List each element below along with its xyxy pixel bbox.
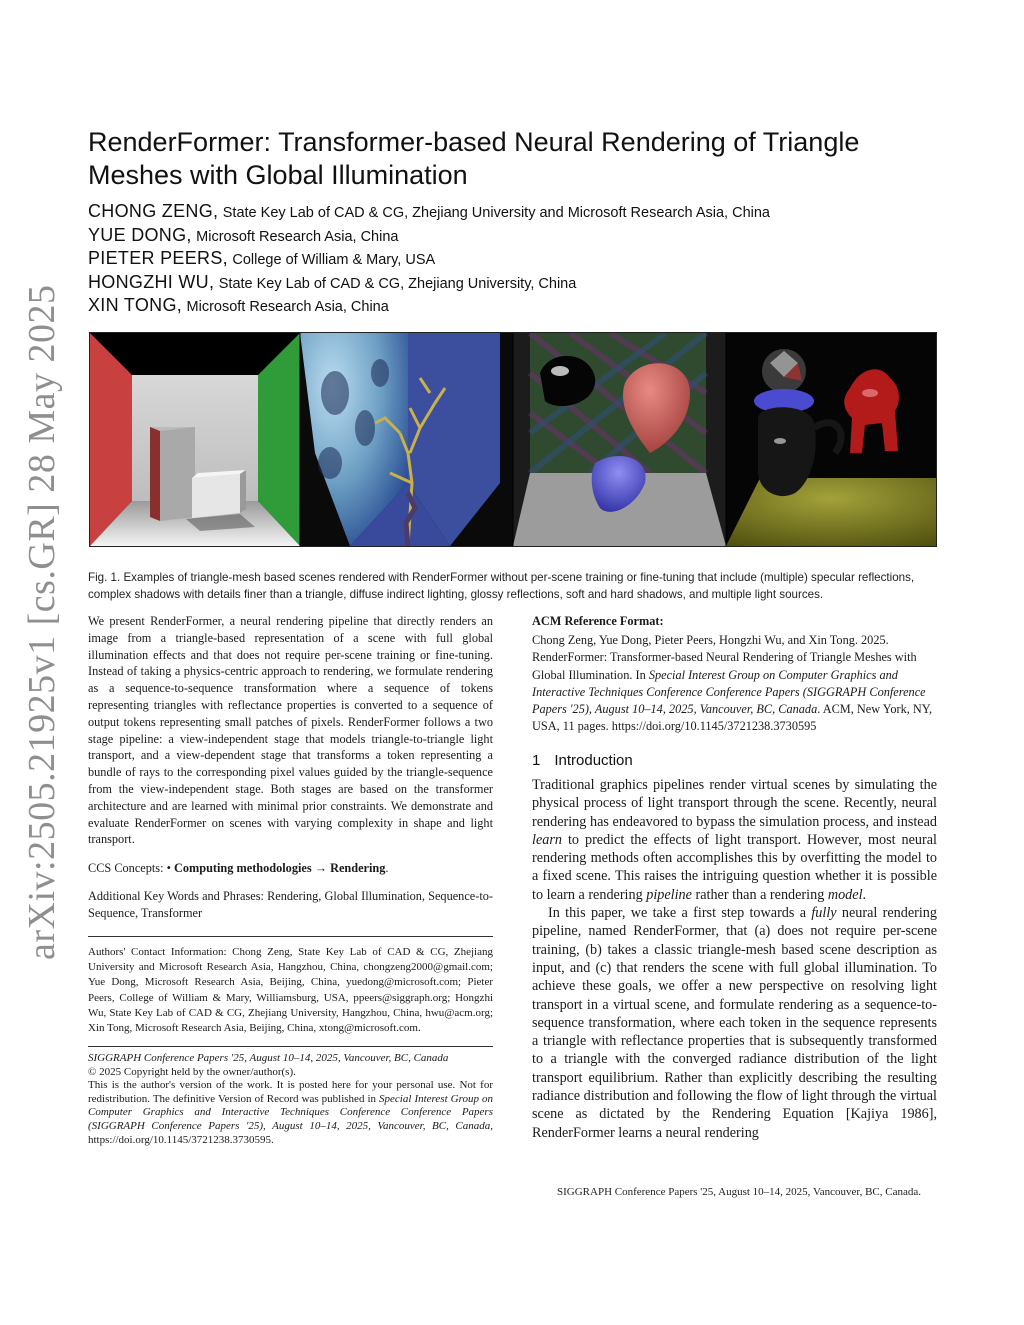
abstract: We present RenderFormer, a neural rendering pipeline that directly renders an image from a triangle-based representation of a scene with full global illumination effects and that does not require per-scene training or fine-tuning. Instead of taking a physics-centric approach to rendering, we formulate rendering as a sequence-to-sequence transformation where a sequence of tokens representing triangles with reflectance properties is converted to a sequence of output tokens representing small patches of pixels. RenderFormer follows a two stage pipeline: a view-independent stage that models triangle-to-triangle light transport, and a view-dependent stage that transforms a token representing a bundle of rays to the corresponding pixel values guided by the triangle-sequence from the view-independent stage. Both stages are based on the transformer architecture and are learned with minimal prior constraints. We demonstrate and evaluate RenderFormer on scenes with varying complexity in shape and light transport. [88,614,493,847]
author-name: XIN TONG, [88,295,183,315]
acm-reference-heading: ACM Reference Format: [532,614,664,628]
acm-ref-tail: . ACM, New York, NY, USA, 11 pages. https://doi.org/10.1145/3721238.3730595 [532,702,933,734]
footnote-doi: , https://doi.org/10.1145/3721238.3730595. [88,1119,493,1146]
divider [88,1046,493,1047]
author-line [88,272,576,293]
text-run: Traditional graphics pipelines render virtual scenes by simulating the physical process of light transport through the scene. Recently, neural rendering has endeavored to bypass the simulation process, and instead [532,777,937,830]
emphasis: pipeline [646,886,692,903]
author-affiliation: State Key Lab of CAD & CG, Zhejiang University and Microsoft Research Asia, China [222,205,770,221]
ccs-concept: Computing methodologies → Rendering [173,861,386,875]
author-line [88,248,435,269]
section-heading [532,752,633,769]
intro-paragraph [532,904,937,1142]
author-affiliation: State Key Lab of CAD & CG, Zhejiang University, China [218,276,577,292]
footnote-version: This is the author's version of the work. It is posted here for your personal use. Not for redistribution. The definitive Version of Record was published in [88,1079,493,1105]
author-name: PIETER PEERS, [88,248,228,268]
teaser-figure [89,332,937,547]
text-run: to predict the effects of light transport. However, most neural rendering methods often accomplishes this by overfitting the model to a fixed scene. This raises the intriguing question whether it is possible to learn a rendering [532,831,937,903]
text-run: . [862,886,867,903]
author-line [88,225,398,246]
ccs-concepts [88,860,493,877]
authors-contact: Authors' Contact Information: Chong Zeng, State Key Lab of CAD & CG, Zhejiang University and Microsoft Research Asia, Hangzhou, China, chongzeng2000@gmail.com; Yue Dong, Microsoft Research Asia, Beijing, China, yuedong@microsoft.com; Pieter Peers, College of William & Mary, Williamsburg, USA, ppeers@siggraph.org; Hongzhi Wu, State Key Lab of CAD & CG, Zhejiang University, Hangzhou, China, hwu@acm.org; Xin Tong, Microsoft Research Asia, Beijing, China, xtong@microsoft.com. [88,946,493,1035]
acm-ref-venue: Special Interest Group on Computer Graphics and Interactive Techniques Conference Conference Papers (SIGGRAPH Conference Papers '25), August 10–14, 2025, Vancouver, BC, Canada [532,667,926,717]
author-affiliation: College of William & Mary, USA [232,252,436,268]
emphasis: fully [811,905,837,922]
introduction-body [532,776,937,1142]
section-title: Introduction [554,752,633,769]
multi-light-render [726,333,936,546]
emphasis: model [827,886,863,903]
arxiv-stamp: arXiv:2505.21925v1 [cs.GR] 28 May 2025 [21,284,63,960]
ccs-label: CCS Concepts: • [88,861,171,875]
author-name: HONGZHI WU, [88,272,215,292]
teaser-render-strip [90,333,936,546]
text-run: rather than a rendering [691,886,828,903]
author-name: CHONG ZENG, [88,201,219,221]
keywords: Additional Key Words and Phrases: Rendering, Global Illumination, Sequence-to-Sequence, Transformer [88,889,493,920]
tree-shadow-render [300,333,513,546]
glossy-blobs-render [513,333,726,546]
text-run: In this paper, we take a first step towards a [548,905,812,922]
footnote-conference: SIGGRAPH Conference Papers '25, August 10–14, 2025, Vancouver, BC, Canada [88,1052,449,1064]
acm-ref-lead: Chong Zeng, Yue Dong, Pieter Peers, Hongzhi Wu, and Xin Tong. 2025. RenderFormer: Transformer-based Neural Rendering of Triangle Meshes with Global Illumination. In [532,633,917,682]
author-name: YUE DONG, [88,225,192,245]
emphasis: learn [532,831,562,848]
author-line [88,201,770,222]
copyright-footnote [88,1052,493,1147]
acm-reference [532,632,937,736]
figure-caption: Fig. 1. Examples of triangle-mesh based scenes rendered with RenderFormer without per-scene training or fine-tuning that include (multiple) specular reflections, complex shadows with details finer than a triangle, diffuse indirect lighting, glossy reflections, soft and hard shadows, and multiple light sources. [88,571,915,601]
footnote-copyright: © 2025 Copyright held by the owner/author(s). [88,1065,296,1078]
author-line [88,295,389,316]
author-affiliation: Microsoft Research Asia, China [196,229,399,245]
section-number: 1 [532,752,541,769]
footnote-venue: Special Interest Group on Computer Graphics and Interactive Techniques Conference Conference Papers (SIGGRAPH Conference Papers '25), August 10–14, 2025, Vancouver, BC, Canada [88,1092,493,1132]
intro-paragraph [532,776,937,904]
paper-title: RenderFormer: Transformer-based Neural Rendering of Triangle Meshes with Global Illumination [88,127,860,190]
ccs-end: . [385,861,389,875]
page-footer: SIGGRAPH Conference Papers '25, August 10–14, 2025, Vancouver, BC, Canada. [557,1186,921,1198]
cornell-box-render [90,333,303,546]
author-affiliation: Microsoft Research Asia, China [186,299,389,315]
divider [88,936,493,937]
text-run: neural rendering pipeline, named RenderFormer, that (a) does not require per-scene training, (b) takes a classic triangle-mesh based scene description as input, and (c) that renders the scene with full global illumination. To achieve these goals, we offer a new perspective on resolving light transport in a virtual scene, and formulate rendering as a sequence-to-sequence transformation, where each token in the sequence represents a triangle with reflectance properties that is subsequently transformed to a triangle with the converged radiance distribution of the light transport equilibrium. Rather than explicitly describing the resulting radiance distribution and following the flow of light through the virtual scene as dictated by the Rendering Equation [Kajiya 1986], RenderFormer learns a neural rendering [532,905,937,1141]
